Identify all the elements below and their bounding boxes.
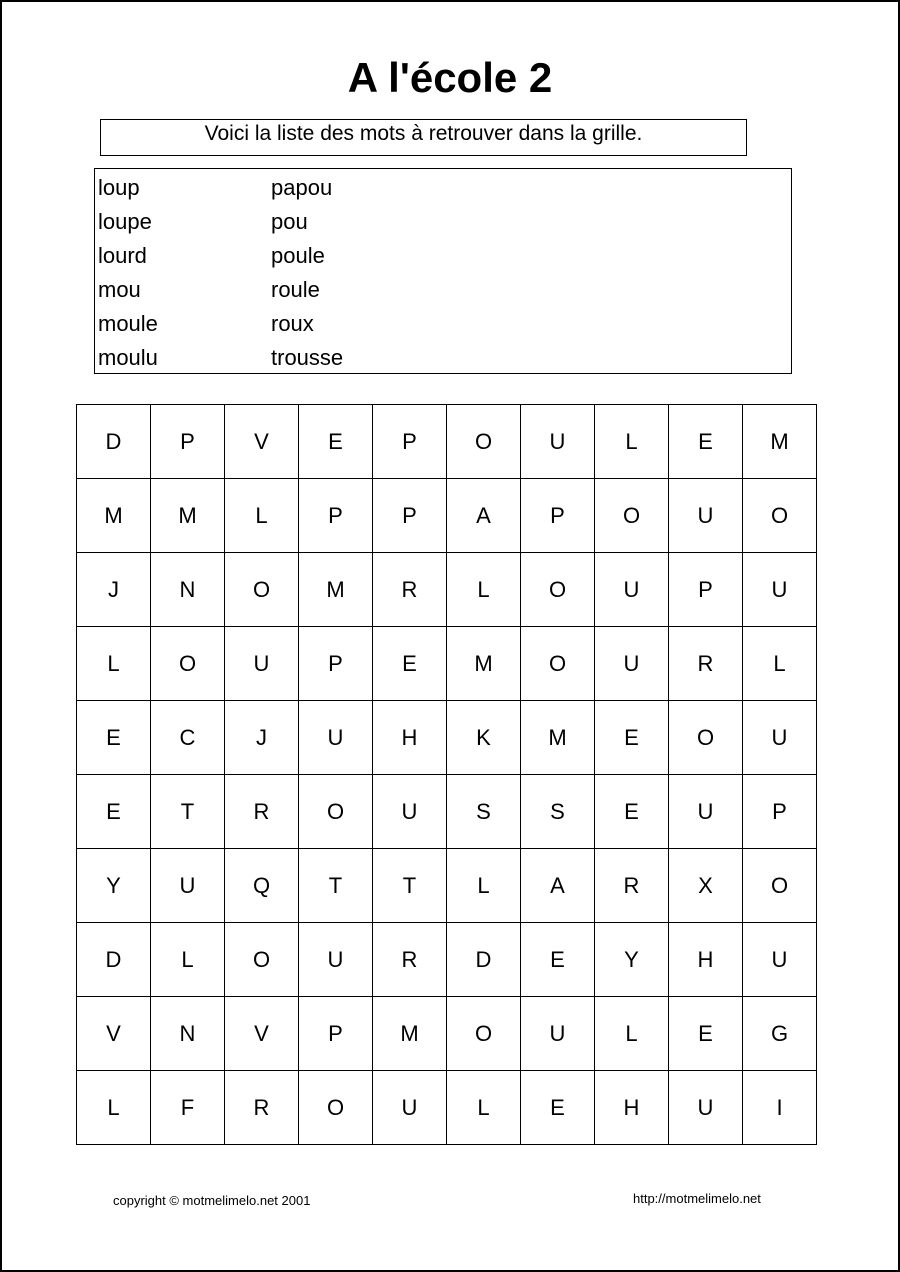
- grid-cell[interactable]: O: [743, 479, 817, 553]
- instruction-text: Voici la liste des mots à retrouver dans la grille.: [204, 122, 643, 145]
- grid-cell[interactable]: L: [225, 479, 299, 553]
- grid-cell[interactable]: O: [225, 923, 299, 997]
- grid-cell[interactable]: U: [373, 1071, 447, 1145]
- grid-cell[interactable]: O: [595, 479, 669, 553]
- grid-cell[interactable]: O: [743, 849, 817, 923]
- grid-cell[interactable]: H: [669, 923, 743, 997]
- grid-cell[interactable]: U: [151, 849, 225, 923]
- grid-cell[interactable]: D: [77, 923, 151, 997]
- word-item: moule: [98, 311, 158, 336]
- grid-cell[interactable]: A: [521, 849, 595, 923]
- grid-cell[interactable]: N: [151, 553, 225, 627]
- grid-cell[interactable]: Y: [77, 849, 151, 923]
- grid-cell[interactable]: M: [743, 405, 817, 479]
- grid-cell[interactable]: P: [669, 553, 743, 627]
- grid-cell[interactable]: U: [225, 627, 299, 701]
- grid-cell[interactable]: U: [669, 775, 743, 849]
- grid-cell[interactable]: E: [77, 775, 151, 849]
- grid-cell[interactable]: E: [373, 627, 447, 701]
- grid-cell[interactable]: L: [595, 405, 669, 479]
- word-item: lourd: [98, 243, 147, 268]
- grid-cell[interactable]: P: [373, 405, 447, 479]
- grid-cell[interactable]: M: [77, 479, 151, 553]
- grid-cell[interactable]: U: [669, 1071, 743, 1145]
- grid-cell[interactable]: L: [77, 627, 151, 701]
- grid-cell[interactable]: P: [299, 997, 373, 1071]
- grid-row: [77, 701, 817, 775]
- grid-cell[interactable]: L: [595, 997, 669, 1071]
- word-item: papou: [271, 175, 333, 200]
- grid-cell[interactable]: E: [521, 1071, 595, 1145]
- grid-cell[interactable]: J: [77, 553, 151, 627]
- grid-cell[interactable]: R: [669, 627, 743, 701]
- grid-cell[interactable]: E: [299, 405, 373, 479]
- grid-cell[interactable]: L: [77, 1071, 151, 1145]
- grid-cell[interactable]: U: [521, 997, 595, 1071]
- grid-cell[interactable]: V: [77, 997, 151, 1071]
- grid-cell[interactable]: V: [225, 997, 299, 1071]
- grid-cell[interactable]: D: [447, 923, 521, 997]
- grid-cell[interactable]: F: [151, 1071, 225, 1145]
- grid-cell[interactable]: R: [595, 849, 669, 923]
- grid-cell[interactable]: L: [447, 1071, 521, 1145]
- grid-cell[interactable]: E: [669, 405, 743, 479]
- grid-row: [77, 849, 817, 923]
- grid-cell[interactable]: O: [521, 627, 595, 701]
- grid-cell[interactable]: J: [225, 701, 299, 775]
- grid-cell[interactable]: O: [299, 775, 373, 849]
- grid-cell[interactable]: Q: [225, 849, 299, 923]
- word-item: roux: [271, 311, 314, 336]
- copyright-text: copyright © motmelimelo.net 2001: [113, 1193, 311, 1208]
- grid-cell[interactable]: P: [299, 479, 373, 553]
- grid-cell[interactable]: P: [373, 479, 447, 553]
- grid-cell[interactable]: O: [669, 701, 743, 775]
- grid-cell[interactable]: E: [595, 775, 669, 849]
- grid-cell[interactable]: T: [151, 775, 225, 849]
- grid-cell[interactable]: S: [447, 775, 521, 849]
- grid-row: [77, 775, 817, 849]
- grid-cell[interactable]: E: [521, 923, 595, 997]
- grid-cell[interactable]: Y: [595, 923, 669, 997]
- grid-cell[interactable]: H: [595, 1071, 669, 1145]
- grid-cell[interactable]: M: [151, 479, 225, 553]
- grid-cell[interactable]: S: [521, 775, 595, 849]
- grid-cell[interactable]: T: [299, 849, 373, 923]
- grid-cell[interactable]: U: [299, 701, 373, 775]
- grid-cell[interactable]: M: [521, 701, 595, 775]
- grid-cell[interactable]: O: [225, 553, 299, 627]
- grid-cell[interactable]: O: [521, 553, 595, 627]
- grid-cell[interactable]: U: [743, 923, 817, 997]
- grid-cell[interactable]: R: [373, 553, 447, 627]
- word-item: pou: [271, 209, 308, 234]
- grid-row: [77, 553, 817, 627]
- grid-cell[interactable]: L: [743, 627, 817, 701]
- grid-cell[interactable]: O: [151, 627, 225, 701]
- word-list: [94, 168, 792, 374]
- grid-cell[interactable]: U: [521, 405, 595, 479]
- grid-cell[interactable]: M: [299, 553, 373, 627]
- grid-row: [77, 479, 817, 553]
- grid-cell[interactable]: G: [743, 997, 817, 1071]
- word-item: moulu: [98, 345, 158, 370]
- word-item: trousse: [271, 345, 344, 370]
- grid-cell[interactable]: X: [669, 849, 743, 923]
- grid-cell[interactable]: T: [373, 849, 447, 923]
- grid-cell[interactable]: N: [151, 997, 225, 1071]
- grid-cell[interactable]: U: [743, 553, 817, 627]
- grid-cell[interactable]: R: [225, 775, 299, 849]
- grid-cell[interactable]: P: [299, 627, 373, 701]
- grid-cell[interactable]: O: [447, 405, 521, 479]
- grid-cell[interactable]: H: [373, 701, 447, 775]
- word-item: mou: [98, 277, 141, 302]
- grid-cell[interactable]: E: [669, 997, 743, 1071]
- grid-cell[interactable]: R: [225, 1071, 299, 1145]
- grid-cell[interactable]: V: [225, 405, 299, 479]
- grid-cell[interactable]: I: [743, 1071, 817, 1145]
- grid-cell[interactable]: P: [521, 479, 595, 553]
- grid-cell[interactable]: P: [743, 775, 817, 849]
- grid-cell[interactable]: M: [373, 997, 447, 1071]
- grid-cell[interactable]: U: [595, 627, 669, 701]
- grid-cell[interactable]: E: [77, 701, 151, 775]
- grid-row: [77, 997, 817, 1071]
- grid-cell[interactable]: L: [447, 553, 521, 627]
- instruction-box: [100, 119, 747, 156]
- grid-cell[interactable]: L: [447, 849, 521, 923]
- grid-cell[interactable]: K: [447, 701, 521, 775]
- grid-cell[interactable]: U: [299, 923, 373, 997]
- grid-cell[interactable]: L: [151, 923, 225, 997]
- grid-row: [77, 405, 817, 479]
- page-title: A l'école 2: [347, 54, 553, 101]
- word-search-grid: [76, 404, 817, 1145]
- grid-cell[interactable]: P: [151, 405, 225, 479]
- word-item: loupe: [98, 209, 152, 234]
- grid-cell[interactable]: U: [595, 553, 669, 627]
- word-item: loup: [98, 175, 140, 200]
- grid-cell[interactable]: R: [373, 923, 447, 997]
- site-url[interactable]: http://motmelimelo.net: [633, 1191, 761, 1206]
- grid-cell[interactable]: U: [669, 479, 743, 553]
- word-item: roule: [271, 277, 320, 302]
- grid-cell[interactable]: M: [447, 627, 521, 701]
- grid-row: [77, 923, 817, 997]
- grid-cell[interactable]: C: [151, 701, 225, 775]
- word-item: poule: [271, 243, 325, 268]
- grid-cell[interactable]: O: [447, 997, 521, 1071]
- grid-cell[interactable]: A: [447, 479, 521, 553]
- grid-cell[interactable]: U: [373, 775, 447, 849]
- grid-cell[interactable]: O: [299, 1071, 373, 1145]
- grid-cell[interactable]: E: [595, 701, 669, 775]
- grid-row: [77, 1071, 817, 1145]
- grid-cell[interactable]: U: [743, 701, 817, 775]
- grid-cell[interactable]: D: [77, 405, 151, 479]
- grid-row: [77, 627, 817, 701]
